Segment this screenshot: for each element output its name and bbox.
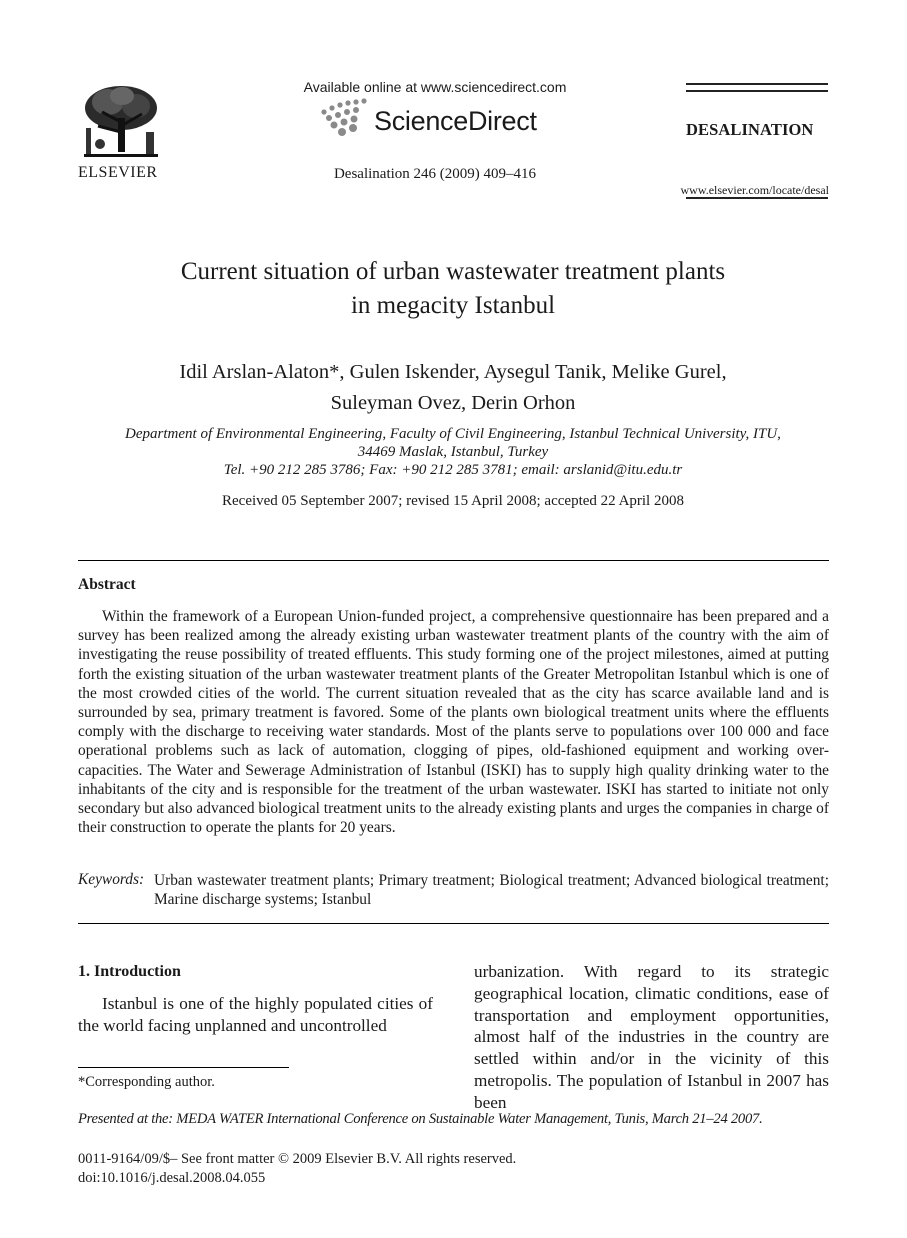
right-column-text: urbanization. With regard to its strategic geographical location, climatic conditions, ease of transportation and employment opportunities, almost half of the industries in the country are settled within and/or in the vicinity of this metropolis. The population of Istanbul in 2007 has been [474, 962, 829, 1112]
contact-line: Tel. +90 212 285 3786; Fax: +90 212 285 3781; email: arslanid@itu.edu.tr [223, 462, 683, 478]
abstract-heading: Abstract [78, 576, 136, 593]
sciencedirect-wordmark: ScienceDirect [374, 106, 537, 136]
issn-copyright: 0011-9164/09/$– See front matter © 2009 Elsevier B.V. All rights reserved. [78, 1151, 517, 1167]
publisher-name: ELSEVIER [78, 164, 158, 181]
affiliation-line-1: Department of Environmental Engineering, Faculty of Civil Engineering, Istanbul Technical University, ITU, [125, 426, 781, 442]
sciencedirect-logo [318, 98, 558, 144]
article-title [78, 255, 828, 323]
title-line-2: in megacity Istanbul [350, 292, 556, 319]
left-column-text: Istanbul is one of the highly populated cities of the world facing unplanned and uncontrolled [78, 994, 433, 1035]
abstract-bottom-rule [78, 923, 829, 924]
corresponding-author-footnote: *Corresponding author. [78, 1074, 215, 1090]
available-online-text: Available online at www.sciencedirect.com [303, 79, 567, 95]
title-line-1: Current situation of urban wastewater treatment plants [180, 258, 726, 285]
journal-rule-top [686, 83, 828, 85]
journal-rule-top-2 [686, 90, 828, 92]
author-list [78, 357, 828, 419]
keywords-list: Urban wastewater treatment plants; Primary treatment; Biological treatment; Advanced biological treatment; Marine discharge systems; Istanbul [154, 872, 829, 909]
affiliation-line-2: 34469 Maslak, Istanbul, Turkey [357, 444, 549, 460]
abstract-top-rule [78, 560, 829, 561]
journal-title: DESALINATION [686, 120, 814, 139]
conference-note: Presented at the: MEDA WATER International Conference on Sustainable Water Management, Tunis, March 21–24 2007. [78, 1111, 763, 1127]
sciencedirect-dots-icon [318, 98, 378, 144]
authors-line-1: Idil Arslan-Alaton*, Gulen Iskender, Aysegul Tanik, Melike Gurel, [179, 361, 727, 383]
keywords-label: Keywords: [78, 871, 145, 888]
doi-link[interactable]: doi:10.1016/j.desal.2008.04.055 [78, 1170, 266, 1186]
section-heading-introduction: 1. Introduction [78, 963, 181, 980]
journal-rule-bottom [686, 197, 828, 199]
journal-url-link[interactable]: www.elsevier.com/locate/desal [680, 183, 829, 197]
footnote-rule [78, 1067, 289, 1068]
abstract-text: Within the framework of a European Union-funded project, a comprehensive questionnaire has been prepared and a survey has been realized among the already existing urban wastewater treatment plants of the country with the aim of investigating the reuse possibility of treated effluents. This study forming one of the project milestones, aimed at putting forth the existing situation of the urban wastewater treatment plants of the Greater Metropolitan Istanbul which is one of the most crowded cities of the world. The current situation revealed that as the city has scarce available land and is surrounded by sea, primary treatment is favored. Some of the plants own biological treatment units where the effluents comply with the discharge to receiving water standards. Most of the plants serve to populations over 100 000 and face operational problems such as lack of automation, clogging of pipes, old-fashioned equipment and working over-capacities. The Water and Sewerage Administration of Istanbul (ISKI) has to supply high quality drinking water to the inhabitants of the city and is responsible for the treatment of the urban wastewater. ISKI has started to initiate not only secondary but also advanced biological treatment units to the already existing plants and urges the companies in charge of their construction to operate the plants for 20 years. [78, 608, 829, 837]
journal-citation: Desalination 246 (2009) 409–416 [333, 166, 537, 182]
affiliation [78, 425, 828, 479]
received-dates: Received 05 September 2007; revised 15 April 2008; accepted 22 April 2008 [222, 493, 684, 509]
authors-line-2: Suleyman Ovez, Derin Orhon [330, 392, 576, 414]
